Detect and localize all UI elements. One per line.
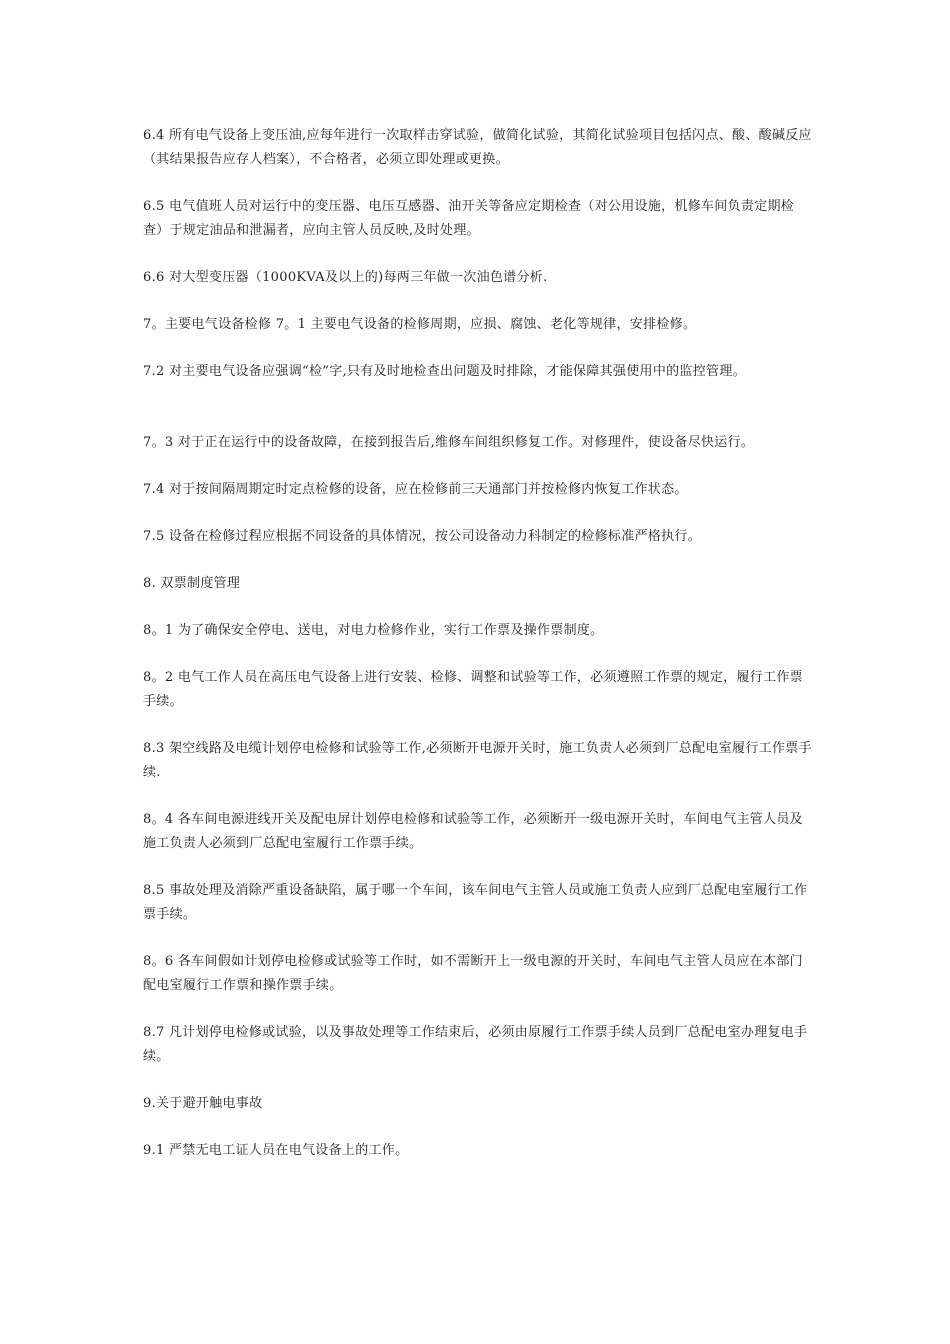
paragraph-8-5: 8.5 事故处理及消除严重设备缺陷，属于哪一个车间，该车间电气主管人员或施工负责人应到厂总配电室履行工作票手续。 — [143, 883, 808, 922]
section-9-heading: 9.关于避开触电事故 — [143, 1096, 263, 1111]
paragraph-8-7: 8.7 凡计划停电检修或试验，以及事故处理等工作结束后，必须由原履行工作票手续人员到厂总配电室办理复电手续。 — [143, 1025, 808, 1064]
paragraph-6-4: 6.4 所有电气设备上变压油,应每年进行一次取样击穿试验，做简化试验，其简化试验项目包括闪点、酸、酸碱反应（其结果报告应存人档案），不合格者，必须立即处理或更换。 — [143, 128, 812, 167]
paragraph-8-1: 8。1 为了确保安全停电、送电，对电力检修作业，实行工作票及操作票制度。 — [143, 623, 604, 638]
paragraph-7-3: 7。3 对于正在运行中的设备故障，在接到报告后,维修车间组织修复工作。对修理件，使设备尽快运行。 — [143, 435, 755, 450]
paragraph-7-2: 7.2 对主要电气设备应强调“检”字,只有及时地检查出问题及时排除，才能保障其强使用中的监控管理。 — [143, 364, 746, 379]
paragraph-8-4: 8。4 各车间电源进线开关及配电屏计划停电检修和试验等工作，必须断开一级电源开关时，车间电气主管人员及施工负责人必须到厂总配电室履行工作票手续。 — [143, 812, 803, 851]
paragraph-7-5: 7.5 设备在检修过程应根据不同设备的具体情况，按公司设备动力科制定的检修标准严格执行。 — [143, 529, 702, 544]
paragraph-9-1: 9.1 严禁无电工证人员在电气设备上的工作。 — [143, 1143, 409, 1158]
paragraph-7-heading: 7。主要电气设备检修 7。1 主要电气设备的检修周期，应损、腐蚀、老化等规律，安排检修。 — [143, 317, 697, 332]
paragraph-8-3: 8.3 架空线路及电缆计划停电检修和试验等工作,必须断开电源开关时，施工负责人必须到厂总配电室履行工作票手续. — [143, 741, 812, 780]
paragraph-6-6: 6.6 对大型变压器（1000KVA及以上的)每两三年做一次油色谱分析. — [143, 270, 548, 285]
document-body — [143, 124, 813, 1186]
paragraph-6-5: 6.5 电气值班人员对运行中的变压器、电压互感器、油开关等备应定期检查（对公用设施，机修车间负责定期检查）于规定油品和泄漏者，应向主管人员反映,及时处理。 — [143, 199, 795, 238]
paragraph-8-2: 8。2 电气工作人员在高压电气设备上进行安装、检修、调整和试验等工作，必须遵照工作票的规定，履行工作票手续。 — [143, 670, 803, 709]
section-8-heading: 8. 双票制度管理 — [143, 576, 241, 591]
paragraph-8-6: 8。6 各车间假如计划停电检修或试验等工作时，如不需断开上一级电源的开关时，车间电气主管人员应在本部门配电室履行工作票和操作票手续。 — [143, 954, 803, 993]
paragraph-7-4: 7.4 对于按间隔周期定时定点检修的设备，应在检修前三天通部门并按检修内恢复工作状态。 — [143, 482, 688, 497]
